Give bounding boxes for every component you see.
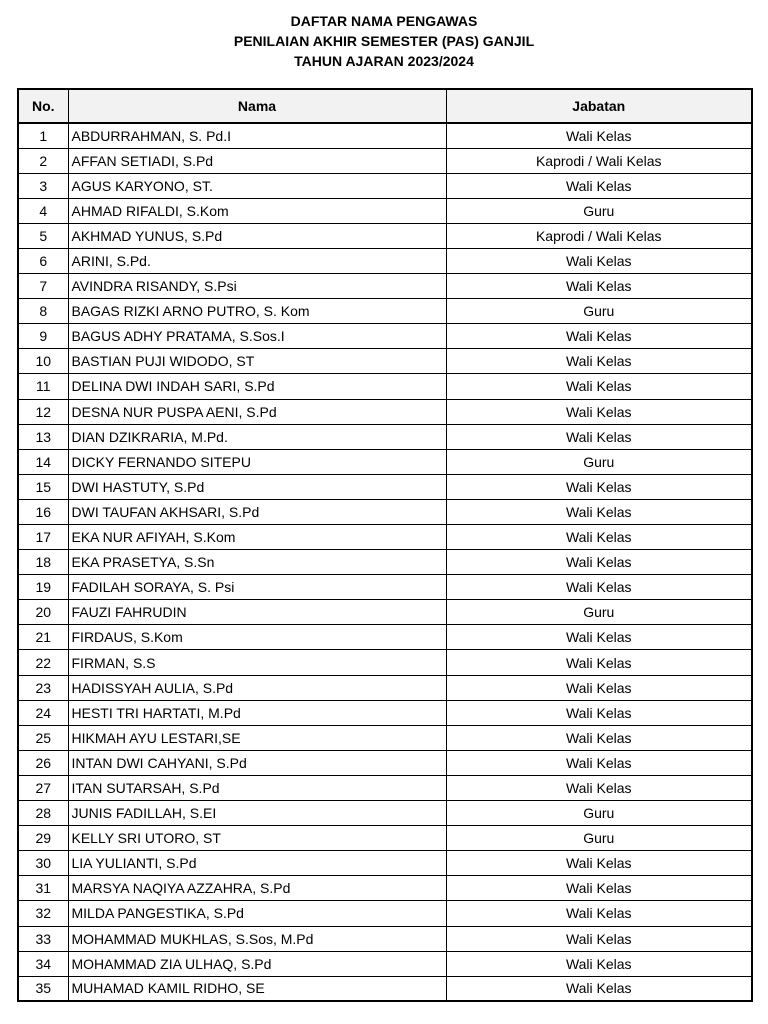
role-cell: Wali Kelas	[446, 474, 752, 499]
role-cell: Wali Kelas	[446, 550, 752, 575]
name-cell: MARSYA NAQIYA AZZAHRA, S.Pd	[68, 876, 446, 901]
table-row	[18, 449, 752, 474]
role-cell: Wali Kelas	[446, 575, 752, 600]
name-cell: EKA PRASETYA, S.Sn	[68, 550, 446, 575]
table-row	[18, 525, 752, 550]
role-cell: Wali Kelas	[446, 525, 752, 550]
name-cell: AGUS KARYONO, ST.	[68, 173, 446, 198]
role-cell: Wali Kelas	[446, 901, 752, 926]
table-row	[18, 424, 752, 449]
name-cell: DIAN DZIKRARIA, M.Pd.	[68, 424, 446, 449]
role-cell: Wali Kelas	[446, 274, 752, 299]
name-cell: LIA YULIANTI, S.Pd	[68, 851, 446, 876]
table-row	[18, 750, 752, 775]
row-number-cell: 20	[18, 600, 68, 625]
supervisor-table	[17, 88, 753, 1002]
row-number-cell: 33	[18, 926, 68, 951]
name-cell: FAUZI FAHRUDIN	[68, 600, 446, 625]
table-row	[18, 324, 752, 349]
role-cell: Wali Kelas	[446, 951, 752, 976]
name-cell: HIKMAH AYU LESTARI,SE	[68, 725, 446, 750]
name-cell: ITAN SUTARSAH, S.Pd	[68, 775, 446, 800]
table-row	[18, 675, 752, 700]
name-cell: FIRDAUS, S.Kom	[68, 625, 446, 650]
table-row	[18, 826, 752, 851]
table-row	[18, 499, 752, 524]
row-number-cell: 6	[18, 248, 68, 273]
row-number-cell: 15	[18, 474, 68, 499]
table-row	[18, 123, 752, 148]
row-number-cell: 13	[18, 424, 68, 449]
row-number-cell: 24	[18, 700, 68, 725]
row-number-cell: 26	[18, 750, 68, 775]
role-cell: Wali Kelas	[446, 374, 752, 399]
name-cell: JUNIS FADILLAH, S.EI	[68, 801, 446, 826]
name-cell: MUHAMAD KAMIL RIDHO, SE	[68, 976, 446, 1001]
role-cell: Wali Kelas	[446, 650, 752, 675]
row-number-cell: 12	[18, 399, 68, 424]
role-cell: Guru	[446, 801, 752, 826]
row-number-cell: 16	[18, 499, 68, 524]
name-cell: HESTI TRI HARTATI, M.Pd	[68, 700, 446, 725]
role-cell: Wali Kelas	[446, 976, 752, 1001]
role-cell: Wali Kelas	[446, 675, 752, 700]
row-number-cell: 21	[18, 625, 68, 650]
table-row	[18, 951, 752, 976]
name-cell: AHMAD RIFALDI, S.Kom	[68, 198, 446, 223]
row-number-cell: 35	[18, 976, 68, 1001]
name-cell: BAGAS RIZKI ARNO PUTRO, S. Kom	[68, 299, 446, 324]
table-row	[18, 223, 752, 248]
name-cell: AFFAN SETIADI, S.Pd	[68, 148, 446, 173]
role-cell: Wali Kelas	[446, 399, 752, 424]
table-row	[18, 901, 752, 926]
row-number-cell: 11	[18, 374, 68, 399]
column-header-nama: Nama	[68, 89, 446, 123]
row-number-cell: 32	[18, 901, 68, 926]
row-number-cell: 28	[18, 801, 68, 826]
role-cell: Wali Kelas	[446, 123, 752, 148]
role-cell: Wali Kelas	[446, 625, 752, 650]
row-number-cell: 27	[18, 775, 68, 800]
row-number-cell: 8	[18, 299, 68, 324]
role-cell: Guru	[446, 826, 752, 851]
name-cell: FADILAH SORAYA, S. Psi	[68, 575, 446, 600]
name-cell: MILDA PANGESTIKA, S.Pd	[68, 901, 446, 926]
name-cell: DWI TAUFAN AKHSARI, S.Pd	[68, 499, 446, 524]
role-cell: Guru	[446, 449, 752, 474]
column-header-jabatan: Jabatan	[446, 89, 752, 123]
name-cell: ARINI, S.Pd.	[68, 248, 446, 273]
role-cell: Wali Kelas	[446, 750, 752, 775]
name-cell: MOHAMMAD ZIA ULHAQ, S.Pd	[68, 951, 446, 976]
role-cell: Guru	[446, 600, 752, 625]
name-cell: INTAN DWI CAHYANI, S.Pd	[68, 750, 446, 775]
name-cell: BASTIAN PUJI WIDODO, ST	[68, 349, 446, 374]
name-cell: FIRMAN, S.S	[68, 650, 446, 675]
role-cell: Wali Kelas	[446, 349, 752, 374]
document-title: DAFTAR NAMA PENGAWAS	[290, 13, 478, 29]
academic-year: TAHUN AJARAN 2023/2024	[294, 53, 474, 69]
role-cell: Wali Kelas	[446, 926, 752, 951]
role-cell: Wali Kelas	[446, 248, 752, 273]
row-number-cell: 18	[18, 550, 68, 575]
name-cell: DELINA DWI INDAH SARI, S.Pd	[68, 374, 446, 399]
role-cell: Wali Kelas	[446, 876, 752, 901]
table-row	[18, 399, 752, 424]
table-row	[18, 374, 752, 399]
row-number-cell: 29	[18, 826, 68, 851]
row-number-cell: 10	[18, 349, 68, 374]
document-subtitle: PENILAIAN AKHIR SEMESTER (PAS) GANJIL	[233, 33, 535, 49]
table-row	[18, 600, 752, 625]
name-cell: AVINDRA RISANDY, S.Psi	[68, 274, 446, 299]
table-row	[18, 248, 752, 273]
table-row	[18, 148, 752, 173]
name-cell: DWI HASTUTY, S.Pd	[68, 474, 446, 499]
table-row	[18, 625, 752, 650]
name-cell: AKHMAD YUNUS, S.Pd	[68, 223, 446, 248]
row-number-cell: 2	[18, 148, 68, 173]
table-row	[18, 700, 752, 725]
name-cell: DICKY FERNANDO SITEPU	[68, 449, 446, 474]
row-number-cell: 3	[18, 173, 68, 198]
role-cell: Kaprodi / Wali Kelas	[446, 223, 752, 248]
name-cell: ABDURRAHMAN, S. Pd.I	[68, 123, 446, 148]
column-header-no: No.	[18, 89, 68, 123]
row-number-cell: 4	[18, 198, 68, 223]
role-cell: Wali Kelas	[446, 324, 752, 349]
name-cell: MOHAMMAD MUKHLAS, S.Sos, M.Pd	[68, 926, 446, 951]
table-row	[18, 575, 752, 600]
table-row	[18, 801, 752, 826]
table-row	[18, 851, 752, 876]
table-row	[18, 876, 752, 901]
table-row	[18, 349, 752, 374]
table-body	[18, 123, 752, 1001]
table-row	[18, 650, 752, 675]
role-cell: Wali Kelas	[446, 725, 752, 750]
role-cell: Wali Kelas	[446, 700, 752, 725]
role-cell: Wali Kelas	[446, 775, 752, 800]
role-cell: Wali Kelas	[446, 424, 752, 449]
row-number-cell: 25	[18, 725, 68, 750]
row-number-cell: 22	[18, 650, 68, 675]
table-row	[18, 198, 752, 223]
table-row	[18, 775, 752, 800]
row-number-cell: 19	[18, 575, 68, 600]
role-cell: Kaprodi / Wali Kelas	[446, 148, 752, 173]
table-row	[18, 299, 752, 324]
name-cell: DESNA NUR PUSPA AENI, S.Pd	[68, 399, 446, 424]
table-row	[18, 550, 752, 575]
row-number-cell: 31	[18, 876, 68, 901]
document-header	[0, 11, 768, 71]
role-cell: Wali Kelas	[446, 499, 752, 524]
role-cell: Wali Kelas	[446, 173, 752, 198]
row-number-cell: 5	[18, 223, 68, 248]
row-number-cell: 9	[18, 324, 68, 349]
row-number-cell: 34	[18, 951, 68, 976]
row-number-cell: 7	[18, 274, 68, 299]
role-cell: Wali Kelas	[446, 851, 752, 876]
table-row	[18, 725, 752, 750]
role-cell: Guru	[446, 299, 752, 324]
name-cell: HADISSYAH AULIA, S.Pd	[68, 675, 446, 700]
name-cell: EKA NUR AFIYAH, S.Kom	[68, 525, 446, 550]
row-number-cell: 23	[18, 675, 68, 700]
role-cell: Guru	[446, 198, 752, 223]
table-row	[18, 474, 752, 499]
row-number-cell: 1	[18, 123, 68, 148]
name-cell: BAGUS ADHY PRATAMA, S.Sos.I	[68, 324, 446, 349]
row-number-cell: 30	[18, 851, 68, 876]
table-row	[18, 926, 752, 951]
table-header-row	[18, 89, 752, 123]
row-number-cell: 14	[18, 449, 68, 474]
table-row	[18, 976, 752, 1001]
table-row	[18, 173, 752, 198]
row-number-cell: 17	[18, 525, 68, 550]
name-cell: KELLY SRI UTORO, ST	[68, 826, 446, 851]
table-row	[18, 274, 752, 299]
